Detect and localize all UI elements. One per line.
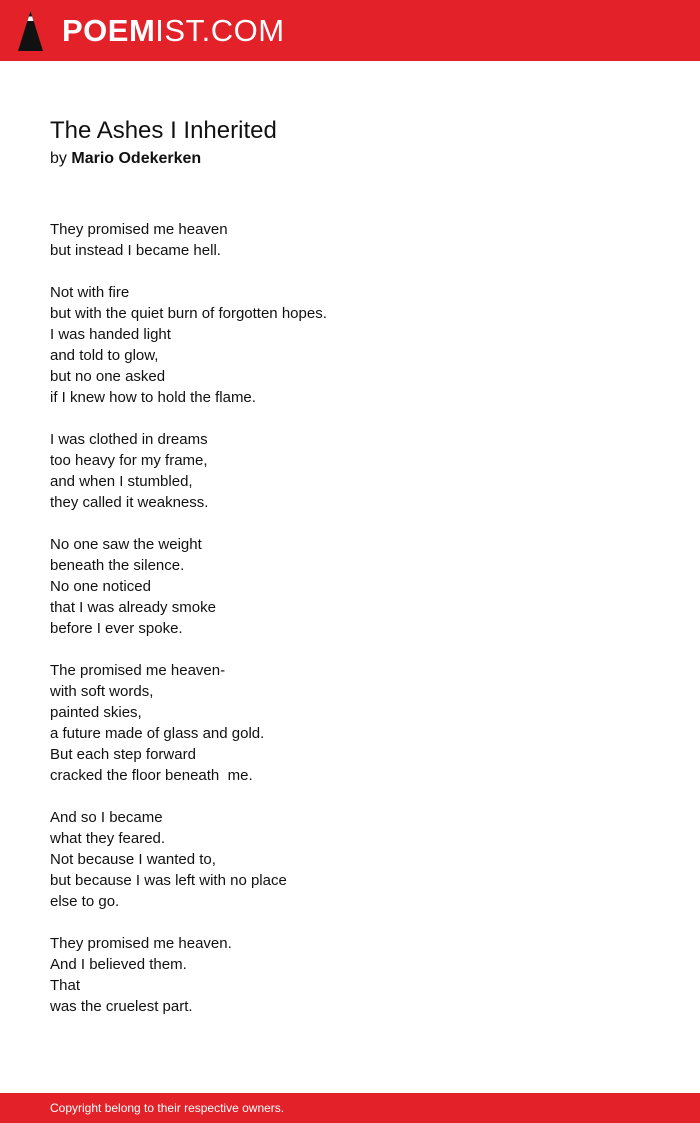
poem-stanza — [50, 429, 650, 513]
poem-line: and when I stumbled, — [50, 473, 193, 490]
poem-title: The Ashes I Inherited — [50, 117, 277, 144]
poem-line: if I knew how to hold the flame. — [50, 389, 256, 406]
poem-line: they called it weakness. — [50, 494, 209, 511]
brand-logo-text[interactable] — [62, 12, 285, 50]
poem-stanza — [50, 807, 650, 912]
poem-stanza — [50, 660, 650, 786]
poem-body — [50, 219, 650, 1038]
site-footer — [0, 1093, 700, 1123]
poem-line: but because I was left with no place — [50, 872, 287, 889]
brand-bold-text: POEM — [62, 13, 156, 48]
poem-line: No one noticed — [50, 578, 151, 595]
poem-line: a future made of glass and gold. — [50, 725, 265, 742]
poem-byline — [50, 149, 201, 169]
by-label: by — [50, 150, 67, 167]
poem-line: Not because I wanted to, — [50, 851, 216, 868]
poem-line: too heavy for my frame, — [50, 452, 208, 469]
poem-line: The promised me heaven- — [50, 662, 226, 679]
site-header — [0, 0, 700, 61]
poem-stanza — [50, 933, 650, 1017]
poem-line: And I believed them. — [50, 956, 187, 973]
poem-line: I was clothed in dreams — [50, 431, 208, 448]
poem-line: beneath the silence. — [50, 557, 185, 574]
poem-line: and told to glow, — [50, 347, 159, 364]
poem-line: I was handed light — [50, 326, 171, 343]
poem-stanza — [50, 534, 650, 639]
poem-line: They promised me heaven. — [50, 935, 232, 952]
poem-line: before I ever spoke. — [50, 620, 183, 637]
author-name: Mario Odekerken — [71, 150, 202, 167]
poem-line: Not with fire — [50, 284, 130, 301]
poem-line: They promised me heaven — [50, 221, 228, 238]
poem-line: No one saw the weight — [50, 536, 202, 553]
poem-line: with soft words, — [50, 683, 154, 700]
poem-line: but instead I became hell. — [50, 242, 221, 259]
poem-stanza — [50, 282, 650, 408]
poem-stanza — [50, 219, 650, 261]
poem-line: That — [50, 977, 81, 994]
poem-line: that I was already smoke — [50, 599, 216, 616]
brand-light-text: IST.COM — [155, 13, 285, 48]
copyright-text: Copyright belong to their respective owners. — [50, 1101, 285, 1115]
poem-line: else to go. — [50, 893, 120, 910]
poem-line: what they feared. — [50, 830, 166, 847]
poem-line: but no one asked — [50, 368, 166, 385]
poem-line: But each step forward — [50, 746, 196, 763]
pencil-tip-icon[interactable] — [17, 9, 44, 52]
poem-line: was the cruelest part. — [50, 998, 193, 1015]
poem-line: And so I became — [50, 809, 163, 826]
poem-line: painted skies, — [50, 704, 142, 721]
poem-line: cracked the floor beneath me. — [50, 767, 253, 784]
poem-line: but with the quiet burn of forgotten hopes. — [50, 305, 327, 322]
